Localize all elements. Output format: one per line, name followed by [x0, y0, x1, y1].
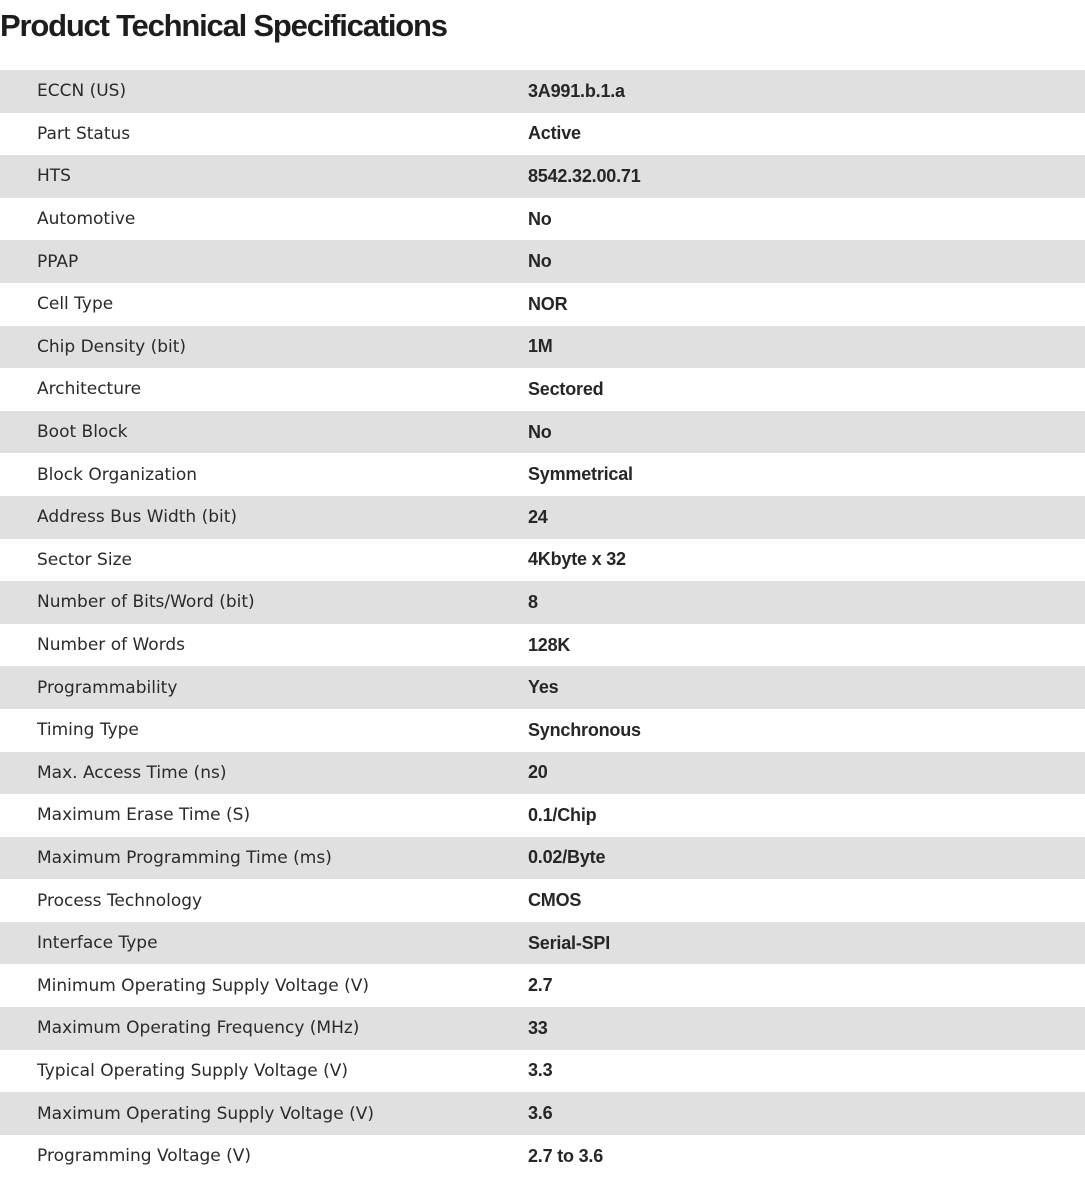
spec-label: Maximum Operating Frequency (MHz): [37, 1018, 360, 1039]
spec-row: [0, 368, 1085, 411]
spec-value: No: [528, 251, 552, 272]
spec-label: PPAP: [37, 251, 79, 272]
spec-value: 0.02/Byte: [528, 847, 606, 868]
spec-label: Address Bus Width (bit): [37, 507, 238, 528]
spec-value: Sectored: [528, 378, 604, 399]
spec-label: Boot Block: [37, 422, 128, 443]
spec-label: Cell Type: [37, 294, 114, 315]
spec-value: 1M: [528, 336, 553, 357]
spec-label: Minimum Operating Supply Voltage (V): [37, 975, 369, 996]
spec-label: Number of Words: [37, 635, 186, 656]
spec-label: Sector Size: [37, 549, 132, 570]
spec-row: [0, 155, 1085, 198]
spec-label: Maximum Programming Time (ms): [37, 847, 332, 868]
spec-value: 24: [528, 506, 548, 527]
spec-value: 3A991.b.1.a: [528, 80, 625, 101]
spec-row: [0, 198, 1085, 241]
spec-row: [0, 411, 1085, 454]
spec-value: Synchronous: [528, 719, 641, 740]
spec-row: [0, 581, 1085, 624]
spec-label: Max. Access Time (ns): [37, 762, 227, 783]
spec-value: Symmetrical: [528, 464, 633, 485]
spec-value: 128K: [528, 634, 571, 655]
spec-label: Programmability: [37, 677, 178, 698]
spec-row: [0, 794, 1085, 837]
spec-row: [0, 326, 1085, 369]
spec-label: Chip Density (bit): [37, 336, 187, 357]
spec-table: [0, 70, 1085, 1177]
spec-value: 33: [528, 1017, 548, 1038]
spec-value: 8542.32.00.71: [528, 165, 641, 186]
spec-row: [0, 1050, 1085, 1093]
spec-value: NOR: [528, 293, 568, 314]
spec-row: [0, 1092, 1085, 1135]
spec-row: [0, 1007, 1085, 1050]
spec-value: 8: [528, 591, 538, 612]
spec-label: Maximum Operating Supply Voltage (V): [37, 1103, 374, 1124]
spec-label: Timing Type: [37, 720, 139, 741]
spec-value: 4Kbyte x 32: [528, 549, 626, 570]
spec-label: Interface Type: [37, 933, 158, 954]
spec-value: 2.7: [528, 975, 553, 996]
spec-row: [0, 453, 1085, 496]
page-title: Product Technical Specifications: [0, 8, 447, 43]
spec-label: Process Technology: [37, 890, 203, 911]
spec-row: [0, 879, 1085, 922]
spec-row: [0, 922, 1085, 965]
spec-label: Programming Voltage (V): [37, 1146, 252, 1167]
spec-row: [0, 496, 1085, 539]
spec-row: [0, 752, 1085, 795]
spec-label: Automotive: [37, 209, 136, 230]
spec-row: [0, 240, 1085, 283]
spec-row: [0, 70, 1085, 113]
spec-value: CMOS: [528, 890, 582, 911]
spec-label: HTS: [37, 166, 71, 187]
spec-value: 20: [528, 762, 548, 783]
spec-label: Block Organization: [37, 464, 198, 485]
spec-row: [0, 539, 1085, 582]
spec-value: 3.6: [528, 1103, 553, 1124]
spec-value: 3.3: [528, 1060, 553, 1081]
spec-label: Architecture: [37, 379, 142, 400]
spec-row: [0, 1135, 1085, 1177]
spec-value: 2.7 to 3.6: [528, 1145, 604, 1166]
spec-row: [0, 113, 1085, 156]
spec-row: [0, 964, 1085, 1007]
spec-row: [0, 624, 1085, 667]
spec-value: Active: [528, 123, 581, 144]
spec-label: Maximum Erase Time (S): [37, 805, 251, 826]
spec-label: Typical Operating Supply Voltage (V): [37, 1060, 348, 1081]
spec-row: [0, 837, 1085, 880]
spec-label: Number of Bits/Word (bit): [37, 592, 255, 613]
spec-value: No: [528, 421, 552, 442]
spec-row: [0, 709, 1085, 752]
spec-row: [0, 666, 1085, 709]
spec-value: Yes: [528, 677, 559, 698]
spec-row: [0, 283, 1085, 326]
spec-value: No: [528, 208, 552, 229]
spec-value: 0.1/Chip: [528, 804, 597, 825]
spec-value: Serial-SPI: [528, 932, 611, 953]
spec-label: Part Status: [37, 123, 131, 144]
spec-label: ECCN (US): [37, 81, 127, 102]
